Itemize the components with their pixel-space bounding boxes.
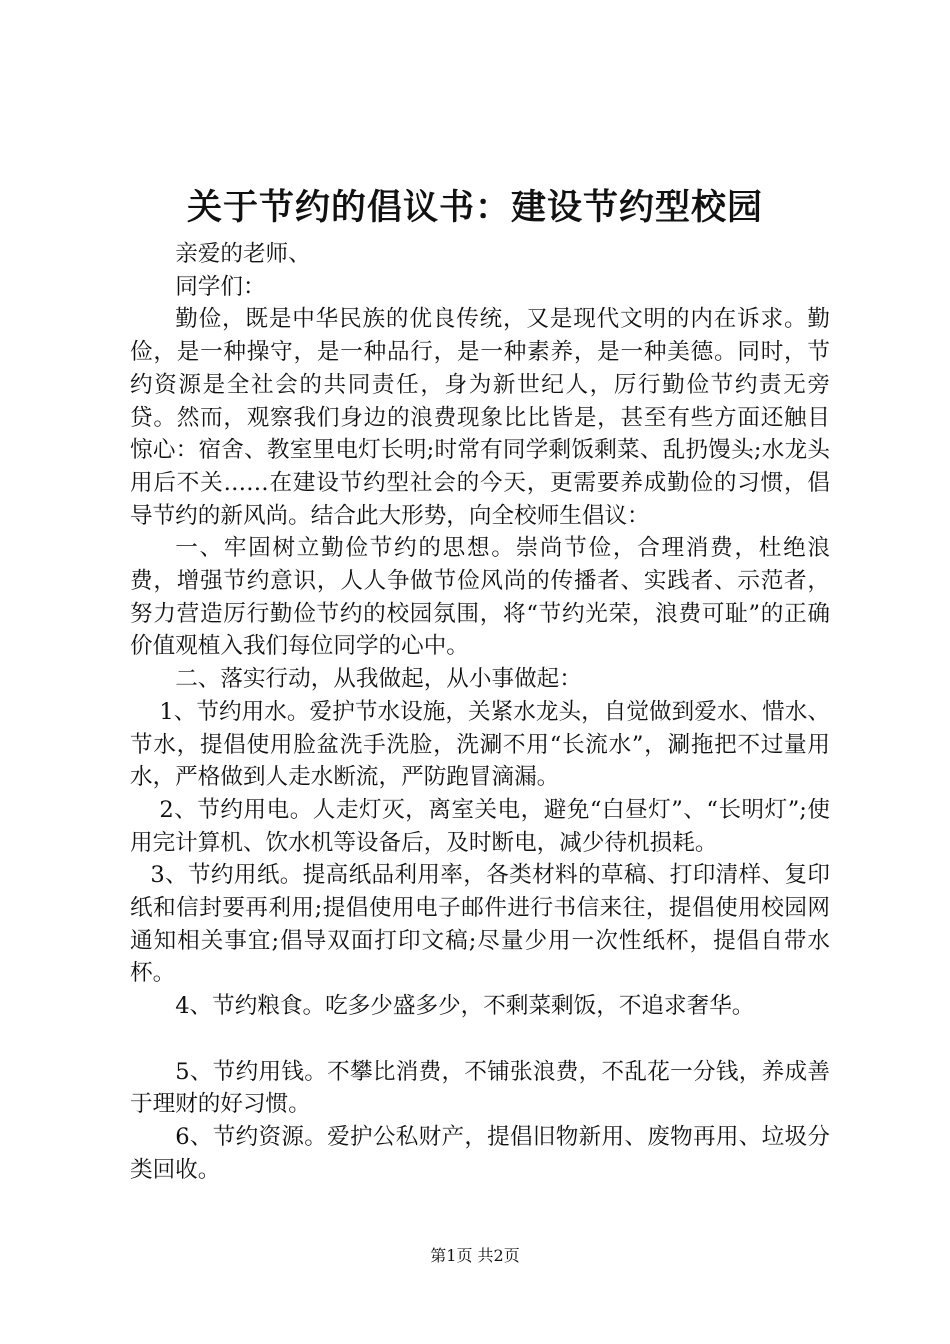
proposal-one-paragraph: 一、牢固树立勤俭节约的思想。崇尚节俭，合理消费，杜绝浪费，增强节约意识，人人争做节俭风尚的传播者、实践者、示范者，努力营造厉行勤俭节约的校园氛围，将“节约光荣，浪费可耻”的正确价值观植入我们每位同学的心中。	[130, 535, 830, 660]
save-resources-paragraph: 6、节约资源。爱护公私财产，提倡旧物新用、废物再用、垃圾分类回收。	[130, 1123, 830, 1183]
document-body	[130, 238, 830, 1186]
salutation-line-2: 同学们：	[175, 273, 266, 300]
proposal-two-heading: 二、落实行动，从我做起，从小事做起：	[175, 666, 582, 693]
save-money-paragraph: 5、节约用钱。不攀比消费，不铺张浪费，不乱花一分钱，养成善于理财的好习惯。	[130, 1058, 830, 1118]
save-food-paragraph: 4、节约粮食。吃多少盛多少，不剩菜剩饭，不追求奢华。	[175, 993, 755, 1020]
page-footer: 第1页 共2页	[430, 1246, 520, 1265]
save-electricity-paragraph: 2、节约用电。人走灯灭，离室关电，避免“白昼灯”、“长明灯”;使用完计算机、饮水机等设备后，及时断电，减少待机损耗。	[130, 796, 830, 856]
intro-paragraph: 勤俭，既是中华民族的优良传统，又是现代文明的内在诉求。勤俭，是一种操守，是一种品行，是一种素养，是一种美德。同时，节约资源是全社会的共同责任，身为新世纪人，厉行勤俭节约责无旁贷。然而，观察我们身边的浪费现象比比皆是，甚至有些方面还触目惊心：宿舍、教室里电灯长明;时常有同学剩饭剩菜、乱扔馒头;水龙头用后不关……在建设节约型社会的今天，更需要养成勤俭的习惯，倡导节约的新风尚。结合此大形势，向全校师生倡议：	[130, 306, 830, 529]
document-title: 关于节约的倡议书：建设节约型校园	[186, 188, 763, 228]
save-paper-paragraph: 3、节约用纸。提高纸品利用率，各类材料的草稿、打印清样、复印纸和信封要再利用;提倡使用电子邮件进行书信来往，提倡使用校园网通知相关事宜;倡导双面打印文稿;尽量少用一次性纸杯，提倡自带水杯。	[130, 862, 830, 987]
salutation-line-1: 亲爱的老师、	[175, 241, 311, 267]
save-water-paragraph: 1、节约用水。爱护节水设施，关紧水龙头，自觉做到爱水、惜水、节水，提倡使用脸盆洗手洗脸，洗涮不用“长流水”，涮拖把不过量用水，严格做到人走水断流，严防跑冒滴漏。	[130, 698, 830, 791]
